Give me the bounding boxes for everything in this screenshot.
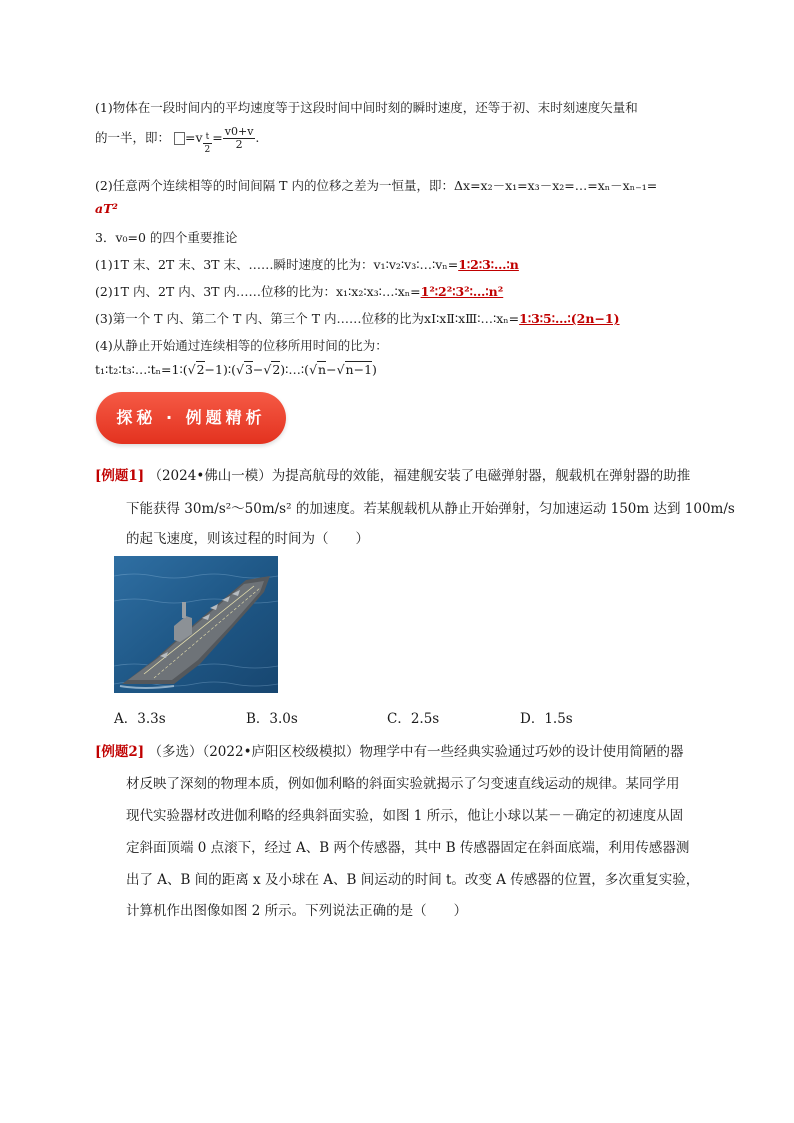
sub-num: t	[203, 131, 213, 144]
result-1	[95, 255, 519, 273]
result-3-answer: 1∶3∶5∶…∶(2n−1)	[519, 311, 620, 326]
item1-line2: 的一半，即： =v $\frac{t}{2}$ = $\frac{v0+v}{2}$ .	[95, 125, 260, 155]
example1-line2: 下能获得 30m/s²～50m/s² 的加速度。若某舰载机从静止开始弹射，匀加速运动 150m 达到 100m/s	[126, 501, 735, 517]
result-4: (4)从静止开始通过连续相等的位移所用时间的比为：	[95, 338, 388, 353]
item1-eq: =v	[185, 130, 203, 145]
r4-h: n	[318, 362, 327, 377]
r4-k: )	[372, 362, 377, 377]
section-badge	[96, 392, 286, 444]
option-d[interactable]: D．1.5s	[520, 711, 573, 727]
result-4-formula: t₁∶t₂∶t₃∶…∶tₙ=1∶(√2−1)∶(√3−√2)∶…∶(√n−√n−1)	[95, 362, 377, 377]
result-2	[95, 282, 503, 300]
example2-line5: 出了 A、B 间的距离 x 及小球在 A、B 间运动的时间 t。改变 A 传感器的位置，多次重复实验，	[126, 872, 700, 888]
aircraft-carrier-photo	[114, 556, 278, 693]
option-b[interactable]: B．3.0s	[246, 711, 298, 727]
r4-c: −1)∶(	[204, 362, 236, 377]
example1-text1: （2024•佛山一模）为提高航母的效能，福建舰安装了电磁弹射器，舰载机在弹射器的助推	[148, 468, 691, 484]
average-fraction	[223, 126, 256, 151]
option-c[interactable]: C．2.5s	[387, 711, 440, 727]
r4-d: 3	[244, 362, 253, 377]
r4-f: 2	[272, 362, 281, 377]
item2-answer: aT²	[95, 201, 118, 216]
example1-line1	[95, 464, 690, 484]
item1-prefix: 的一半，即：	[95, 130, 171, 145]
result-2-text: (2)1T 内、2T 内、3T 内……位移的比为：x₁∶x₂∶x₃∶…∶xₙ=	[95, 284, 421, 299]
example2-line3: 现代实验器材改进伽利略的经典斜面实验，如图 1 所示，他让小球以某－－确定的初速度从固	[126, 808, 684, 824]
section-badge-label: 探秘 · 例题精析	[116, 408, 266, 427]
example2-line2: 材反映了深刻的物理本质，例如伽利略的斜面实验就揭示了匀变速直线运动的规律。某同学用	[126, 776, 680, 792]
example1-line3: 的起飞速度，则该过程的时间为（ ）	[126, 531, 369, 547]
frac-den: 2	[235, 138, 243, 151]
average-velocity-symbol	[174, 132, 185, 145]
result-1-text: (1)1T 末、2T 末、3T 末、……瞬时速度的比为：v₁∶v₂∶v₃∶…∶vₙ=	[95, 257, 459, 272]
item1-line1: (1)物体在一段时间内的平均速度等于这段时间中间时刻的瞬时速度，还等于初、末时刻速度矢量和	[95, 100, 638, 115]
example2-line1	[95, 740, 684, 760]
result-1-answer: 1∶2∶3∶…∶n	[458, 257, 519, 272]
heading-3: 3．v₀=0 的四个重要推论	[95, 230, 238, 245]
r4-j: n−1	[345, 362, 373, 377]
example2-text1: （多选）（2022•庐阳区校级模拟）物理学中有一些经典实验通过巧妙的设计使用简陋的器	[148, 744, 684, 760]
result-3	[95, 309, 620, 327]
r4-b: 2	[196, 362, 205, 377]
result-3-text: (3)第一个 T 内、第二个 T 内、第三个 T 内……位移的比为xⅠ∶xⅡ∶xⅢ∶…∶xₙ=	[95, 311, 520, 326]
r4-g: )∶…∶(	[280, 362, 310, 377]
option-a[interactable]: A．3.3s	[114, 711, 166, 727]
frac-num: v0+v	[224, 125, 254, 138]
half-time-subscript	[203, 131, 213, 156]
r4-i: −	[326, 362, 337, 377]
example2-label: [例题2]	[95, 744, 145, 760]
item2-line1: (2)任意两个连续相等的时间间隔 T 内的位移之差为一恒量，即：Δx=x₂－x₁=x₃－x₂=…=xₙ－xₙ₋₁=	[95, 178, 658, 193]
r4-e: −	[252, 362, 264, 377]
r4-a: t₁∶t₂∶t₃∶…∶tₙ=1∶(	[95, 362, 188, 377]
result-2-answer: 1²∶2²∶3²∶…∶n²	[420, 284, 504, 299]
example2-line4: 定斜面顶端 0 点滚下，经过 A、B 两个传感器，其中 B 传感器固定在斜面底端，利用传感器测	[126, 840, 690, 856]
sub-den: 2	[204, 145, 211, 155]
example2-line6: 计算机作出图像如图 2 所示。下列说法正确的是（ ）	[126, 903, 468, 919]
example1-label: [例题1]	[95, 468, 145, 484]
